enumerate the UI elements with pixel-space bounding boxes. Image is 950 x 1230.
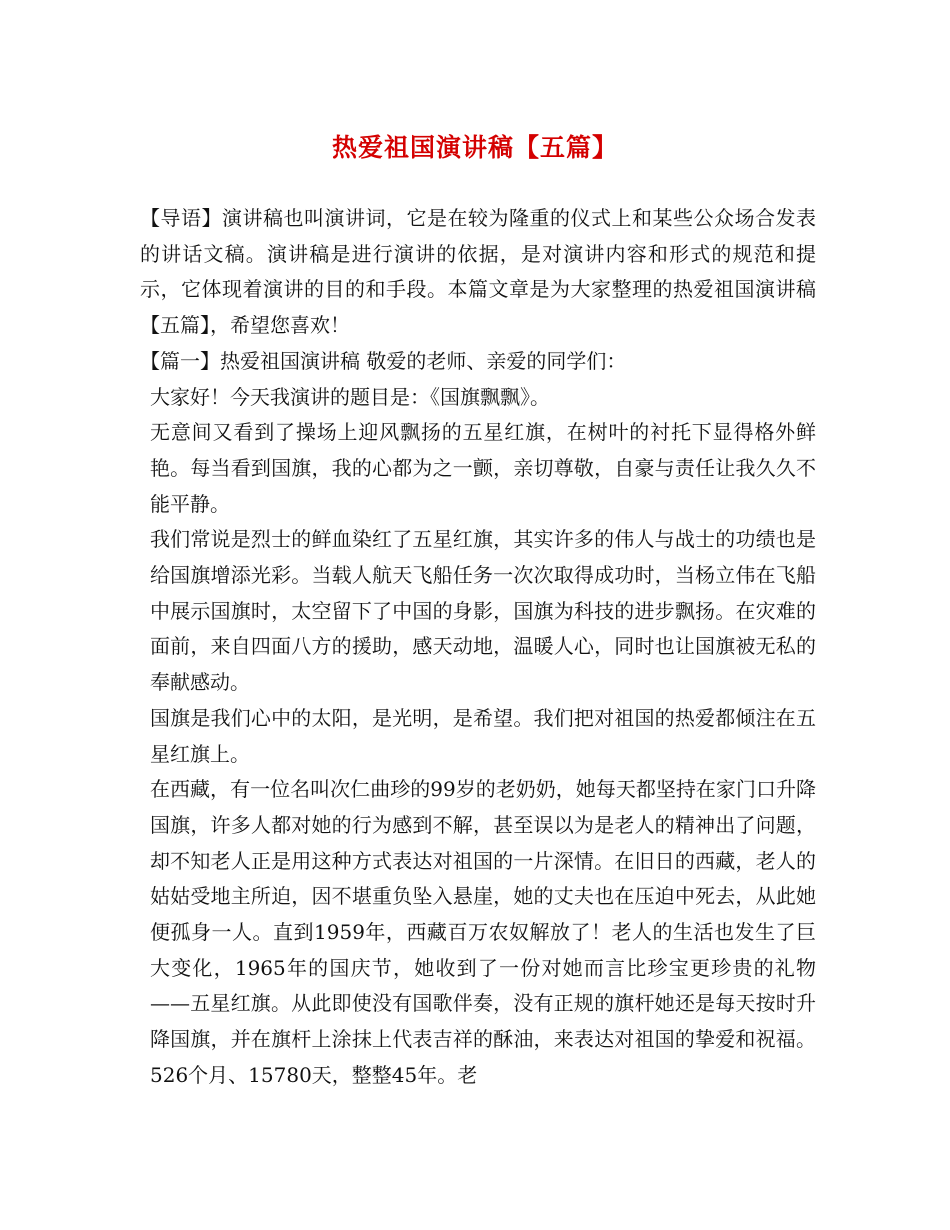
document-title: 热爱祖国演讲稿【五篇】 xyxy=(331,133,618,162)
intro-paragraph: 【导语】演讲稿也叫演讲词，它是在较为隆重的仪式上和某些公众场合发表的讲话文稿。演讲稿是进行演讲的依据，是对演讲内容和形式的规范和提示，它体现着演讲的目的和手段。本篇文章是为大家整理的热爱祖国演讲稿【五篇】，希望您喜欢！ xyxy=(140,206,816,338)
body-paragraph: 在西藏，有一位名叫次仁曲珍的99岁的老奶奶，她每天都坚持在家门口升降国旗，许多人都对她的行为感到不解，甚至误以为是老人的精神出了问题，却不知老人正是用这种方式表达对祖国的一片深情。在旧日的西藏，老人的姑姑受地主所迫，因不堪重负坠入悬崖，她的丈夫也在压迫中死去，从此她便孤身一人。直到1959年，西藏百万农奴解放了！老人的生活也发生了巨大变化，1965年的国庆节，她收到了一份对她而言比珍宝更珍贵的礼物——五星红旗。从此即使没有国歌伴奏，没有正规的旗杆她还是每天按时升降国旗，并在旗杆上涂抹上代表吉祥的酥油，来表达对祖国的挚爱和祝福。526个月、15780天，整整45年。老 xyxy=(150,777,816,1087)
section-heading: 【篇一】热爱祖国演讲稿 敬爱的老师、亲爱的同学们： xyxy=(140,348,627,373)
body-paragraph: 无意间又看到了操场上迎风飘扬的五星红旗，在树叶的衬托下显得格外鲜艳。每当看到国旗，我的心都为之一颤，亲切尊敬，自豪与责任让我久久不能平静。 xyxy=(150,420,816,516)
document-body xyxy=(140,201,816,1094)
body-paragraph: 国旗是我们心中的太阳，是光明，是希望。我们把对祖国的热爱都倾注在五星红旗上。 xyxy=(150,705,816,766)
body-paragraph: 大家好！今天我演讲的题目是：《国旗飘飘》。 xyxy=(150,384,550,409)
body-paragraph: 我们常说是烈士的鲜血染红了五星红旗，其实许多的伟人与战士的功绩也是给国旗增添光彩。当载人航天飞船任务一次次取得成功时，当杨立伟在飞船中展示国旗时，太空留下了中国的身影，国旗为科技的进步飘扬。在灾难的面前，来自四面八方的援助，感天动地，温暖人心，同时也让国旗被无私的奉献感动。 xyxy=(150,527,816,695)
